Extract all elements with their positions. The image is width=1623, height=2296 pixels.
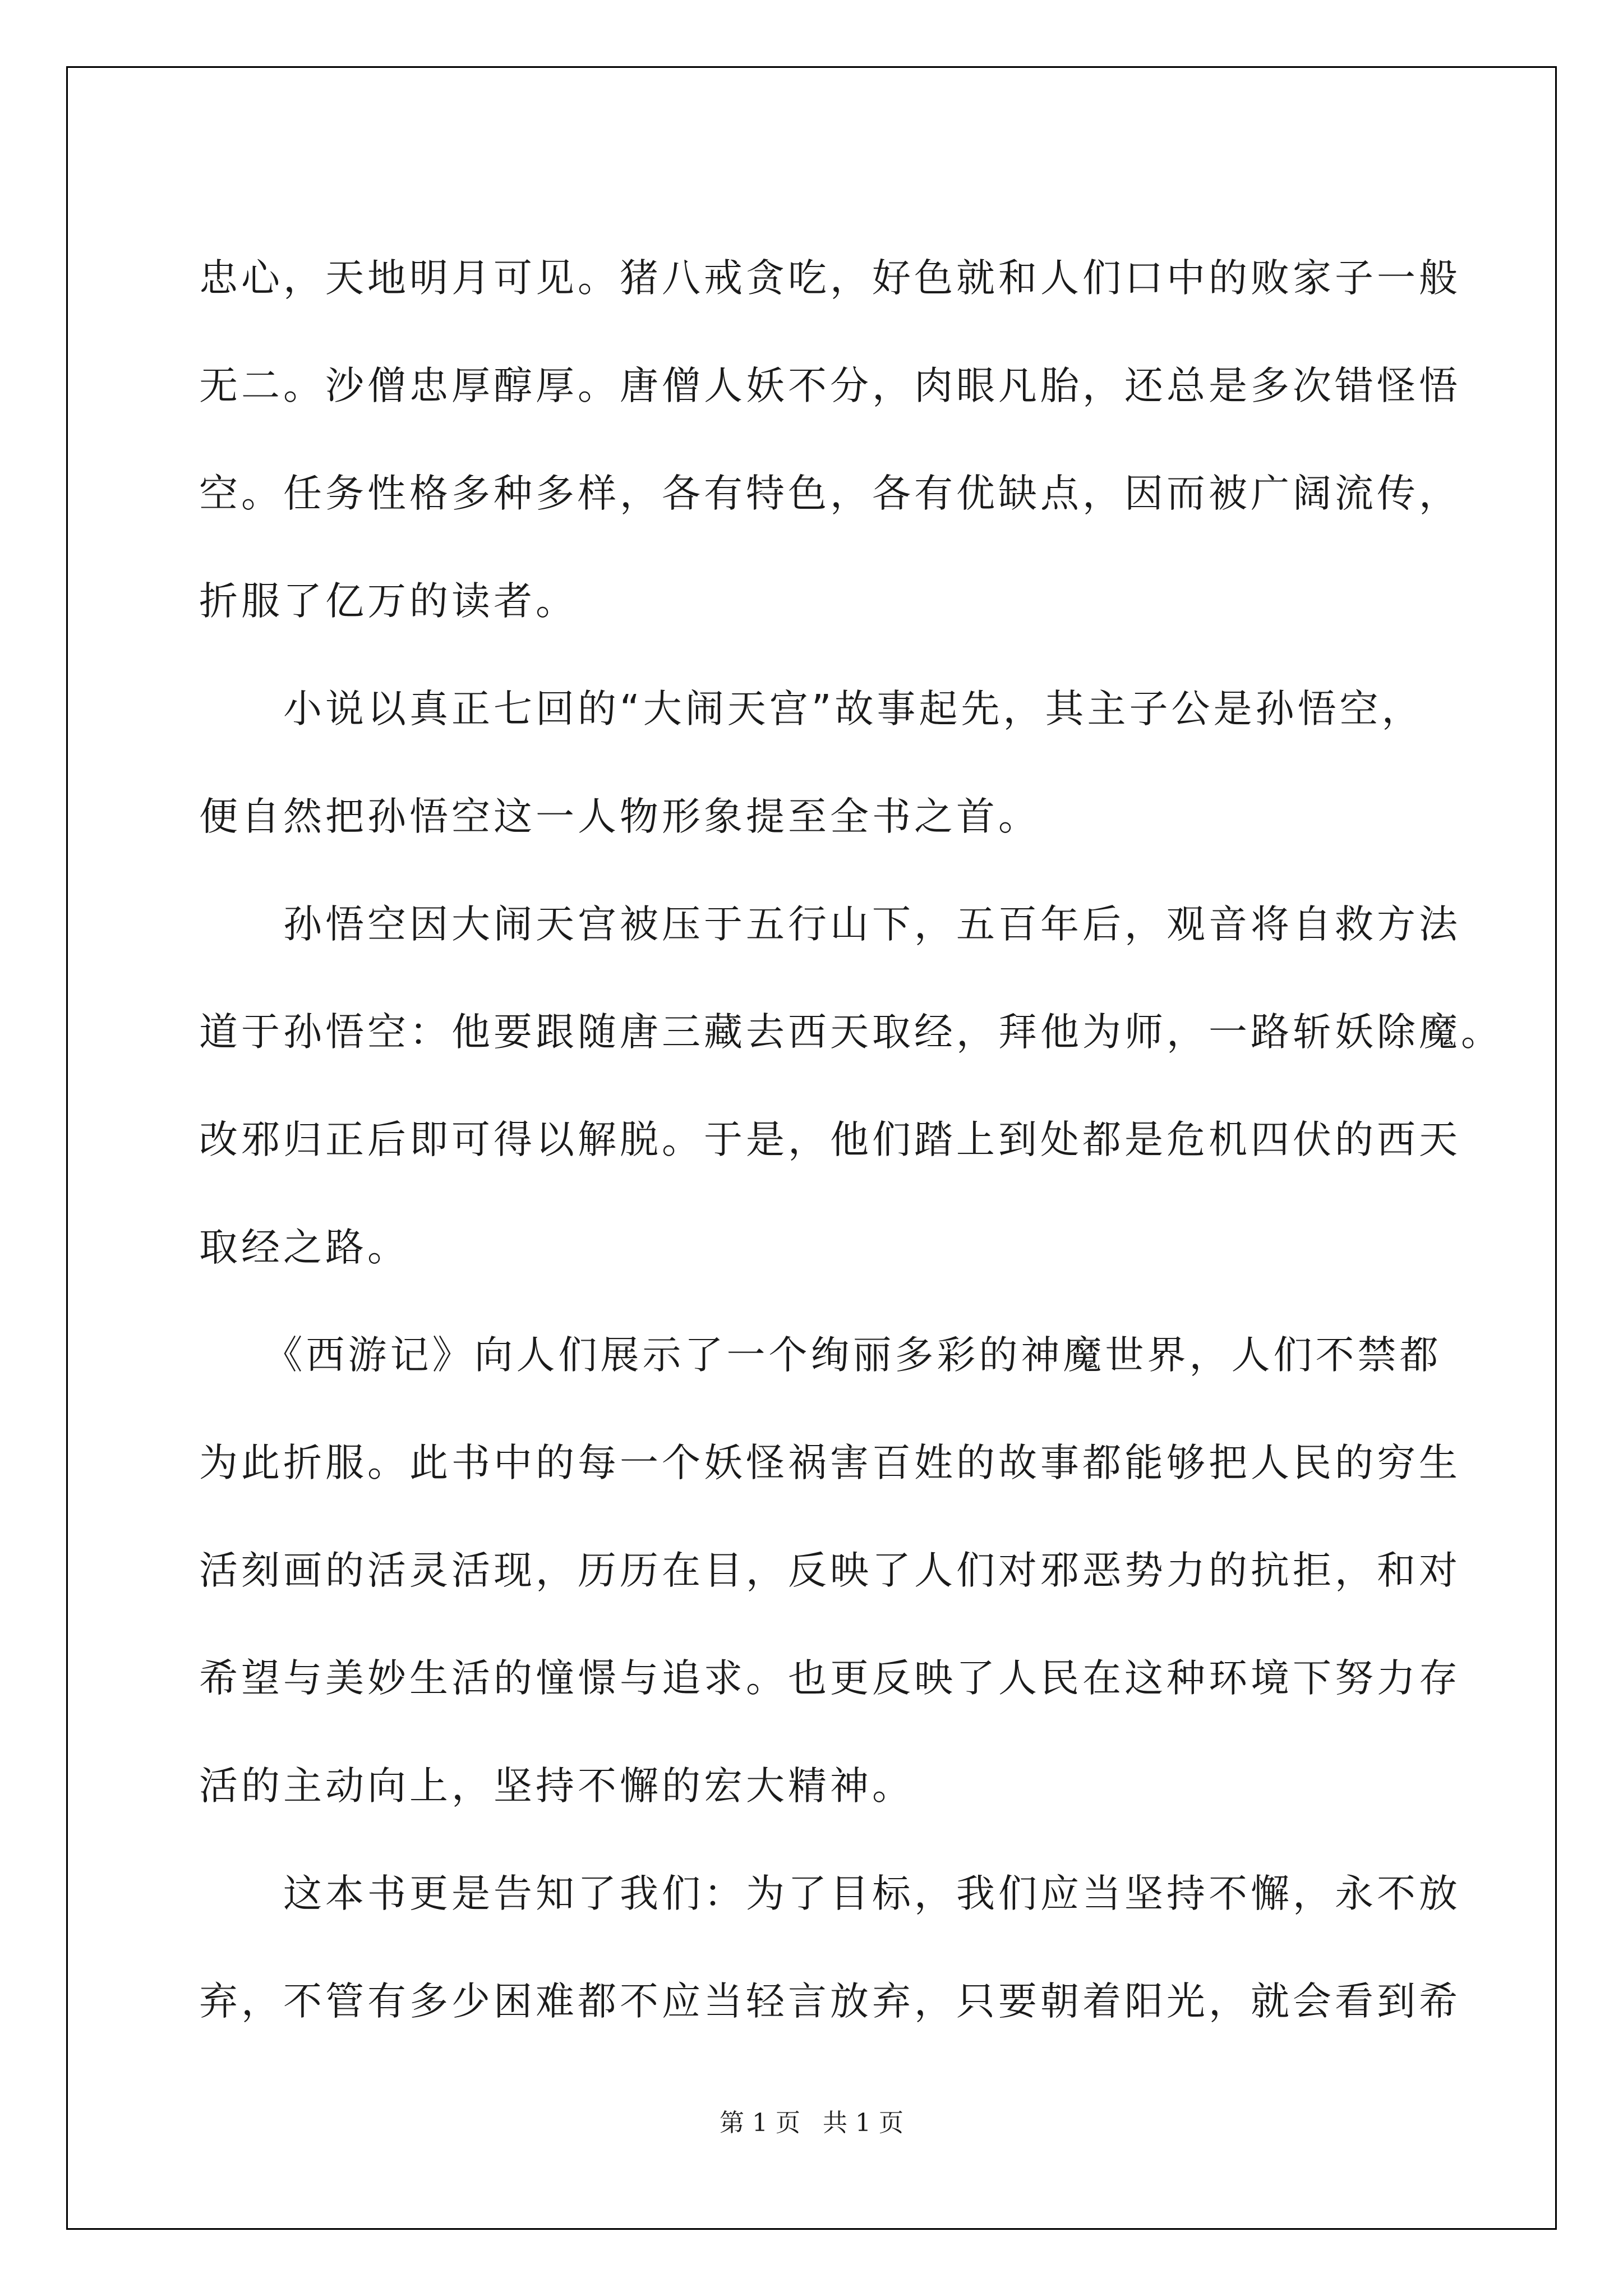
- text-line: 希望与美妙生活的憧憬与追求。也更反映了人民在这种环境下努力存: [199, 1656, 1461, 1701]
- text-line: 孙悟空因大闹天宫被压于五行山下，五百年后，观音将自救方法: [199, 902, 1461, 947]
- text-line: 为此折服。此书中的每一个妖怪祸害百姓的故事都能够把人民的穷生: [199, 1441, 1461, 1485]
- text-line: 取经之路。: [199, 1225, 409, 1270]
- text-line: 活的主动向上，坚持不懈的宏大精神。: [199, 1764, 914, 1809]
- text-line: 活刻画的活灵活现，历历在目，反映了人们对邪恶势力的抗拒，和对: [199, 1548, 1461, 1593]
- page-number: 第 1 页: [720, 2109, 800, 2137]
- text-line: 这本书更是告知了我们：为了目标，我们应当坚持不懈，永不放: [199, 1871, 1461, 1916]
- text-line: 改邪归正后即可得以解脱。于是，他们踏上到处都是危机四伏的西天: [199, 1117, 1461, 1162]
- paragraph-2: [199, 655, 1467, 871]
- text-line: 无二。沙僧忠厚醇厚。唐僧人妖不分，肉眼凡胎，还总是多次错怪悟: [199, 364, 1461, 408]
- text-line: 空。任务性格多种多样，各有特色，各有优缺点，因而被广阔流传，: [199, 471, 1461, 516]
- paragraph-5: [199, 1840, 1467, 2055]
- text-line: 忠心，天地明月可见。猪八戒贪吃，好色就和人们口中的败家子一般: [199, 256, 1461, 301]
- text-line: 道于孙悟空：他要跟随唐三藏去西天取经，拜他为师，一路斩妖除魔。: [199, 1010, 1503, 1055]
- text-line: 便自然把孙悟空这一人物形象提至全书之首。: [199, 794, 1040, 839]
- page-total: 共 1 页: [823, 2109, 903, 2137]
- document-body: [199, 224, 1503, 2055]
- paragraph-4: [199, 1301, 1467, 1840]
- text-line: 弃，不管有多少困难都不应当轻言放弃，只要朝着阳光，就会看到希: [199, 1979, 1461, 2024]
- paragraph-3: [199, 871, 1503, 1301]
- text-line: 折服了亿万的读者。: [199, 579, 578, 624]
- page-footer: [0, 2102, 1623, 2138]
- text-line: 小说以真正七回的“大闹天宫”故事起先，其主子公是孙悟空，: [199, 687, 1424, 731]
- paragraph-1: [199, 224, 1467, 655]
- text-line: 《西游记》向人们展示了一个绚丽多彩的神魔世界，人们不禁都: [199, 1333, 1442, 1378]
